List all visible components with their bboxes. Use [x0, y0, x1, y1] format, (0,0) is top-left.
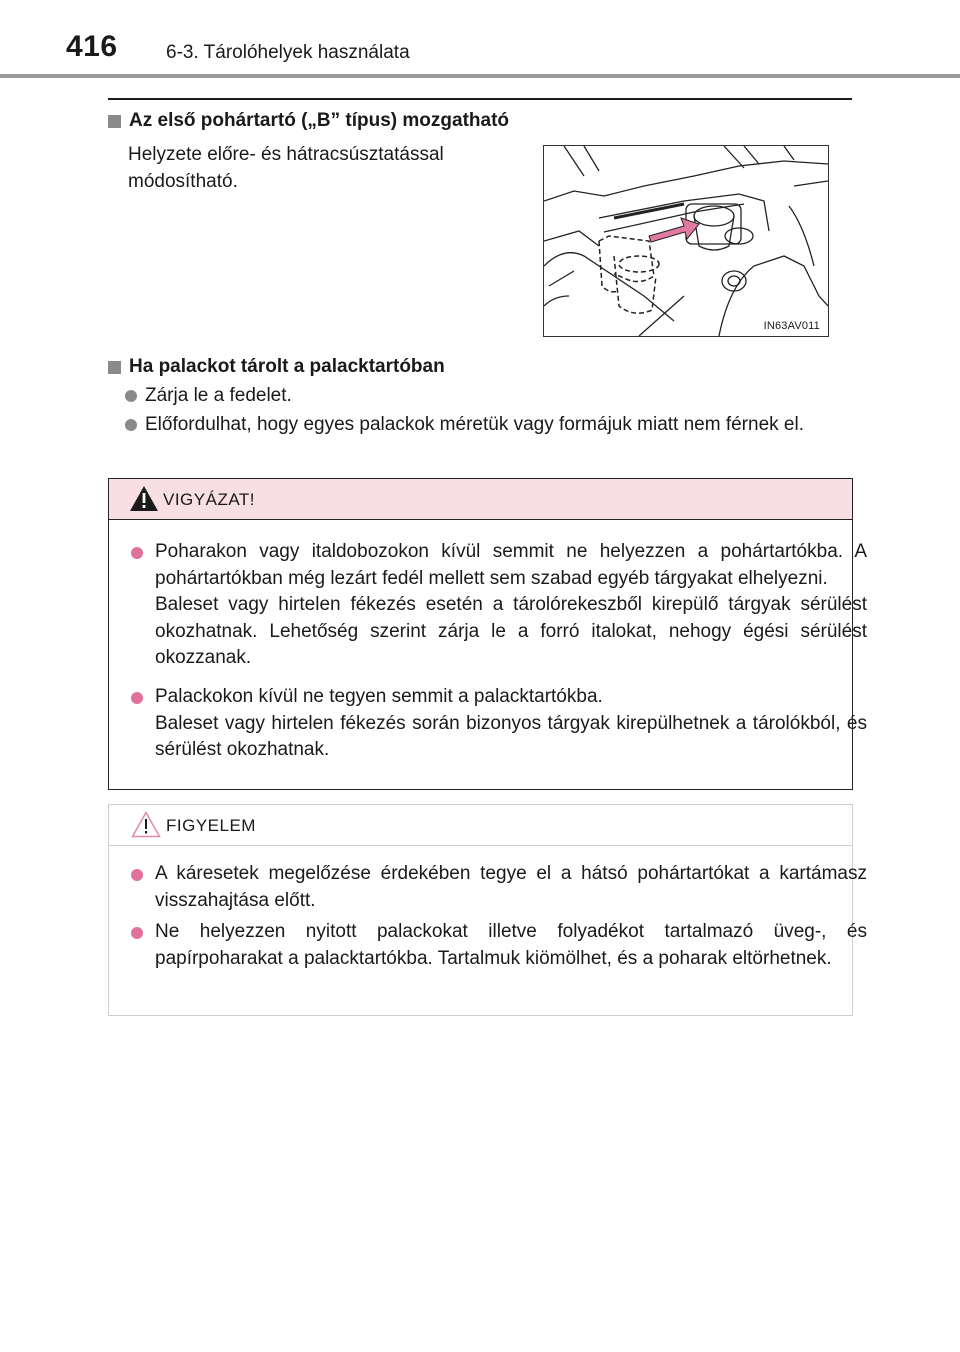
warning-triangle-icon [129, 485, 159, 512]
notice-item [131, 861, 867, 914]
pink-bullet-icon [131, 547, 143, 559]
section-heading-cupholder [108, 110, 509, 132]
warning-header [109, 479, 852, 520]
bullet-item [125, 411, 853, 438]
section-heading-text: Az első pohártartó („B” típus) mozgatható [129, 110, 509, 131]
pink-bullet-icon [131, 869, 143, 881]
warning-title: VIGYÁZAT! [163, 490, 256, 509]
notice-text: A káresetek megelőzése érdekében tegye el a hátsó pohártartókat a kartámasz visszahajtása előtt. [155, 863, 867, 911]
square-bullet-icon [108, 361, 121, 374]
notice-item [131, 919, 867, 972]
warning-text: Baleset vagy hirtelen fékezés esetén a tárolórekeszből kirepülő tárgyak sérülést okozhatnak. Lehetőség szerint zárja le a forró italokat, nehogy égési sérülést okozzanak. [155, 594, 867, 668]
warning-text: Baleset vagy hirtelen fékezés során bizonyos tárgyak kirepülhetnek a tárolókból, és sérülést okozhatnak. [155, 712, 867, 760]
intro-paragraph: Helyzete előre- és hátracsúsztatással módosítható. [128, 144, 444, 192]
warning-text: Poharakon vagy italdobozokon kívül semmit ne helyezzen a pohártartókba. A pohártartókban még lezárt fedél mellett sem szabad egyéb tárgyakat elhelyezni. [155, 541, 867, 589]
warning-box [108, 478, 867, 790]
notice-text: Ne helyezzen nyitott palackokat illetve folyadékot tartalmazó üveg-, és papírpoharakat a palacktartókba. Tartalmuk kiömölhet, és a poharak eltörhetnek. [155, 921, 867, 969]
cupholder-figure [543, 145, 829, 337]
cupholder-illustration [544, 146, 828, 336]
section-heading-bottle [108, 356, 445, 378]
figure-code: IN63AV011 [763, 320, 820, 332]
warning-item [131, 684, 867, 764]
header-rule [0, 74, 960, 78]
pink-bullet-icon [131, 927, 143, 939]
caution-triangle-icon [131, 811, 161, 838]
pink-bullet-icon [131, 692, 143, 704]
warning-text: Palackokon kívül ne tegyen semmit a palacktartókba. [155, 686, 603, 707]
square-bullet-icon [108, 115, 121, 128]
section-rule [108, 98, 852, 100]
notice-title: FIGYELEM [166, 816, 256, 835]
notice-header [109, 805, 852, 846]
bullet-text: Zárja le a fedelet. [145, 385, 292, 406]
notice-box [108, 804, 867, 1016]
bullet-dot-icon [125, 419, 137, 431]
bullet-text: Előfordulhat, hogy egyes palackok méretük vagy formájuk miatt nem férnek el. [145, 414, 804, 435]
chapter-title: 6-3. Tárolóhelyek használata [166, 42, 410, 63]
warning-item [131, 539, 867, 672]
bullet-dot-icon [125, 390, 137, 402]
page-number: 416 [66, 30, 118, 63]
bullet-item [125, 382, 852, 409]
section-heading-text: Ha palackot tárolt a palacktartóban [129, 356, 445, 377]
